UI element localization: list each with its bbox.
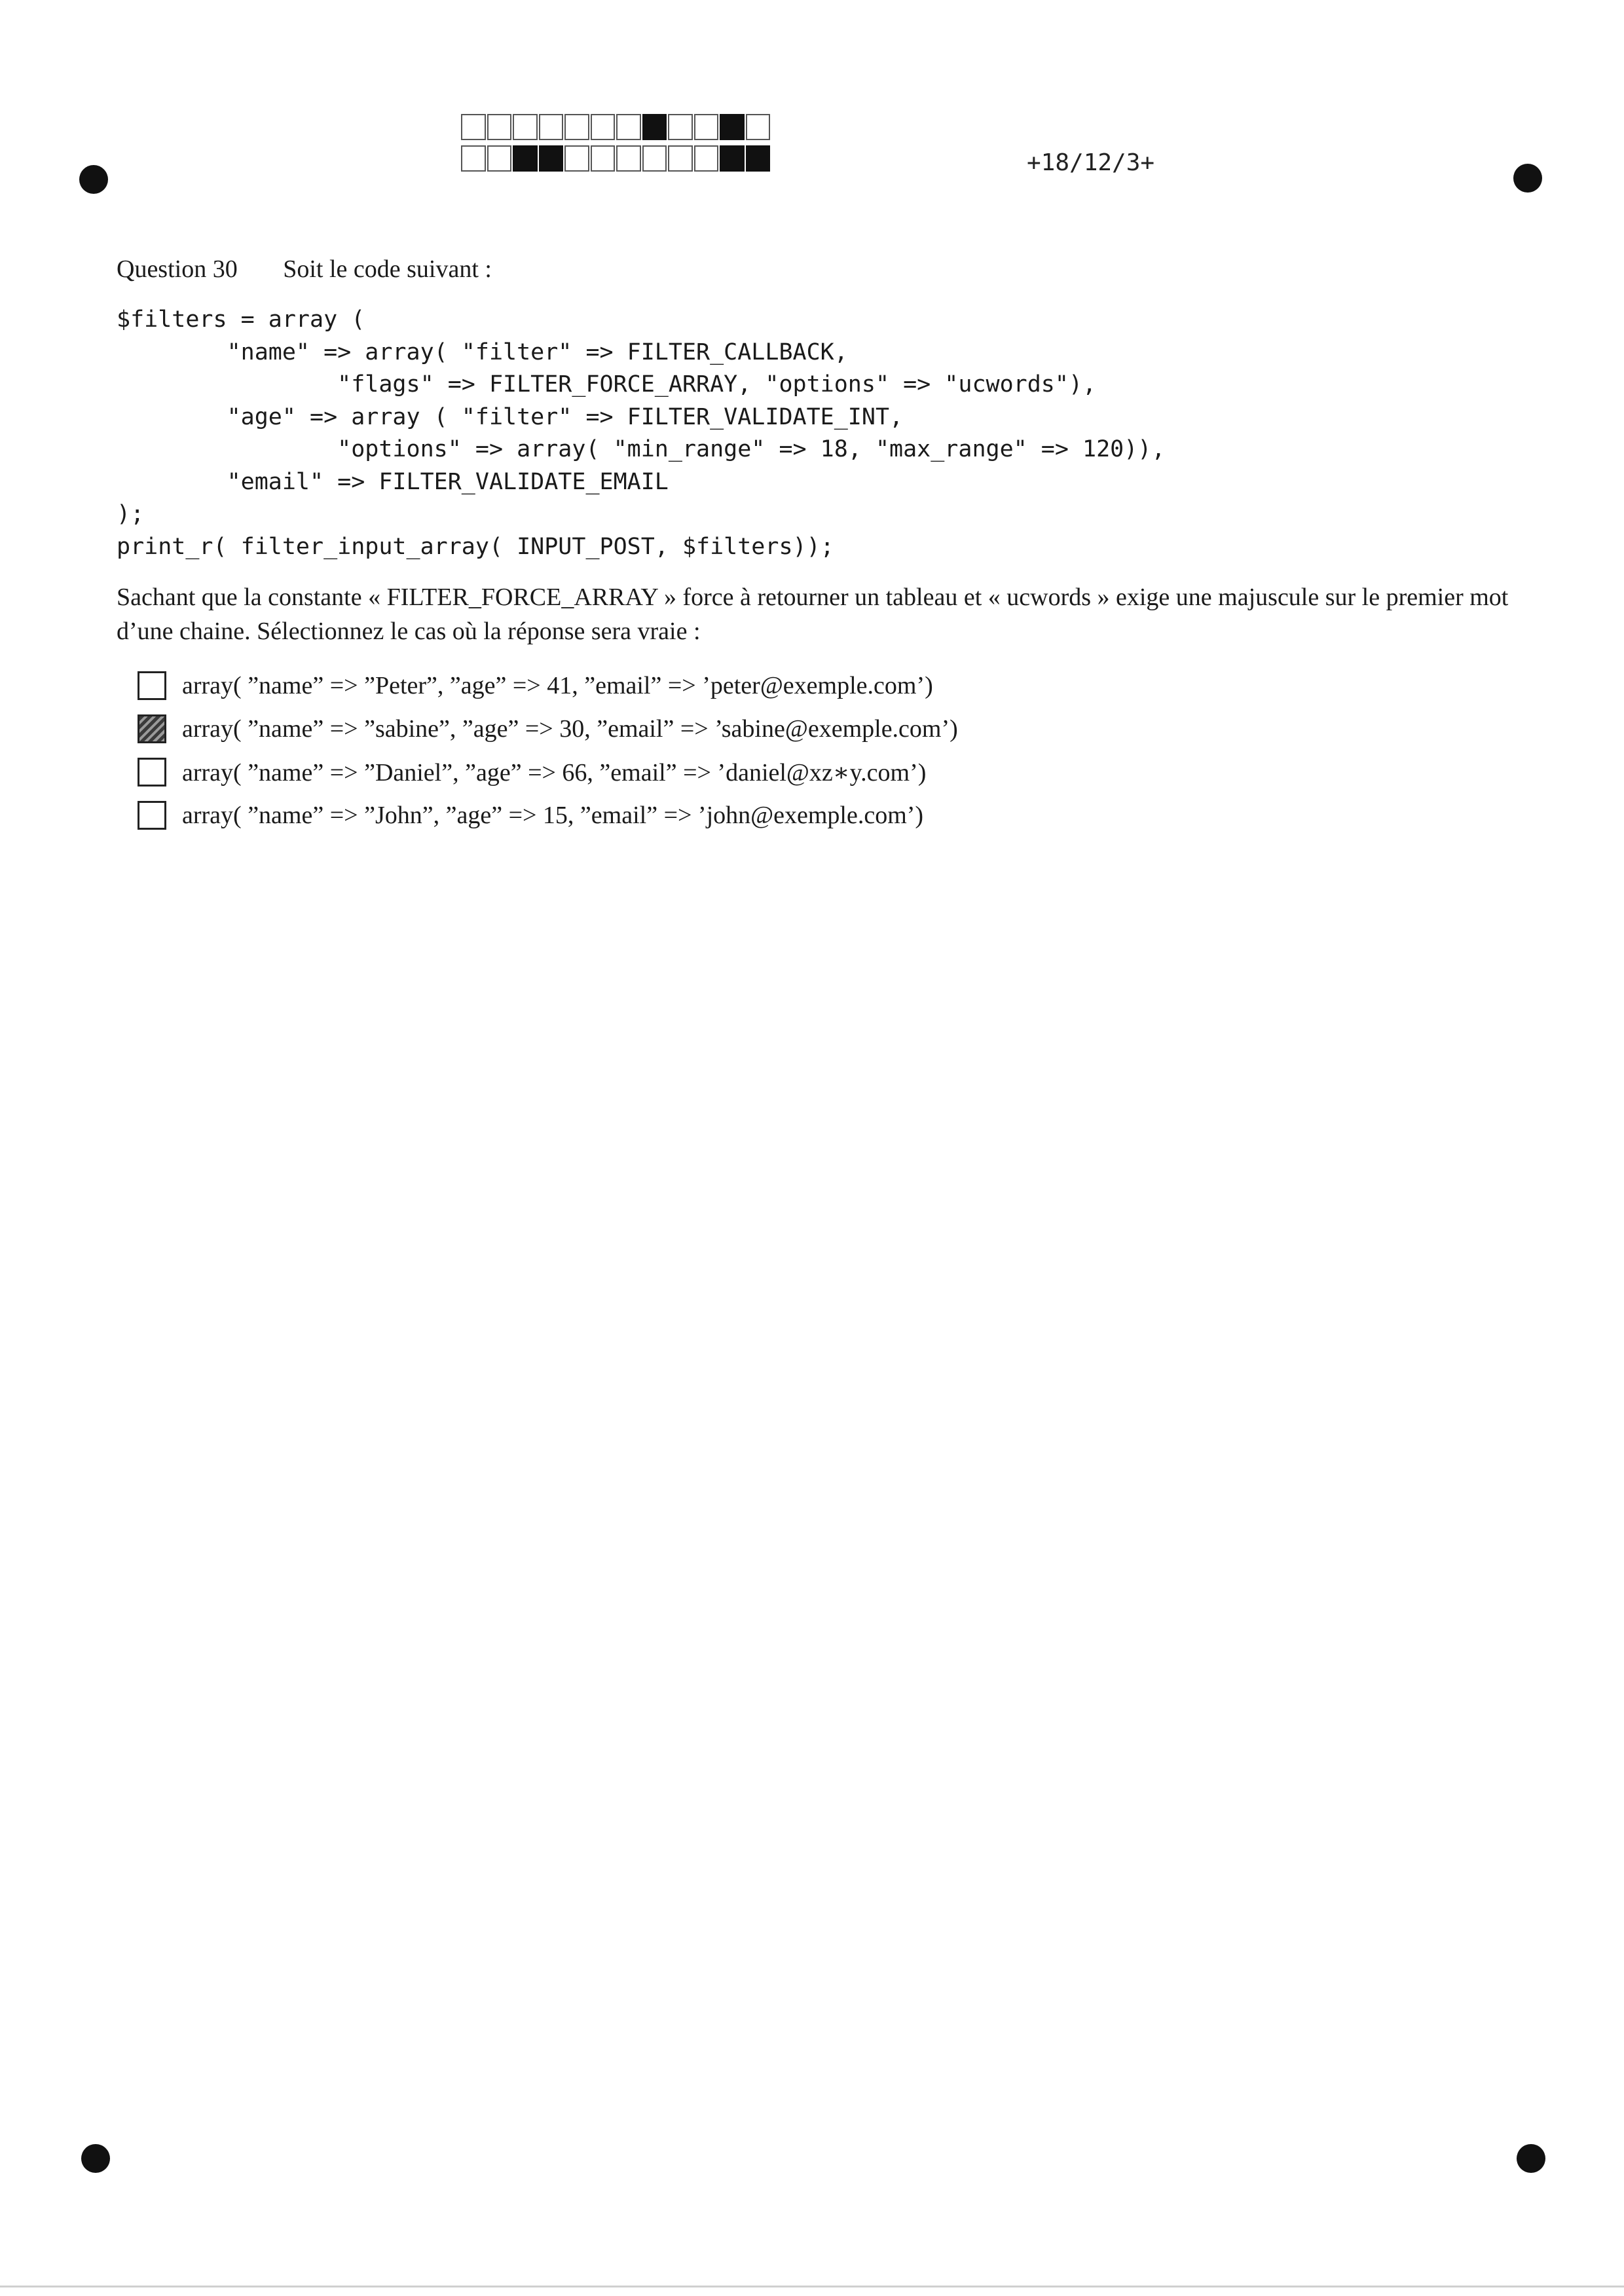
answer-option bbox=[138, 664, 1518, 707]
barcode-cell-empty bbox=[564, 145, 589, 172]
answer-text: array( ”name” => ”Peter”, ”age” => 41, ”email” => ’peter@exemple.com’) bbox=[182, 672, 933, 699]
barcode-cell-empty bbox=[461, 145, 486, 172]
code-snippet: $filters = array ( "name" => array( "filter" => FILTER_CALLBACK, "flags" => FILTER_FORCE_ARRAY, "options" => "ucwords"), "age" => array ( "filter" => FILTER_VALIDATE_INT, "options" => array( "min_range" => 18, "max_range" => 120)), "email" => FILTER_VALIDATE_EMAIL ); print_r( filter_input_array( INPUT_POST, $filters)); bbox=[117, 306, 1166, 560]
barcode-cell-empty bbox=[668, 145, 693, 172]
question-header bbox=[117, 254, 1518, 284]
answer-option bbox=[138, 750, 1518, 794]
registration-mark-bottom-right bbox=[1517, 2144, 1545, 2173]
barcode-cell-filled bbox=[513, 145, 538, 172]
barcode-cell-empty bbox=[694, 114, 719, 140]
answer-option bbox=[138, 794, 1518, 837]
barcode-cell-empty bbox=[616, 114, 641, 140]
question-block bbox=[117, 254, 1518, 837]
page-bottom-edge bbox=[0, 2286, 1624, 2287]
answer-text: array( ”name” => ”John”, ”age” => 15, ”email” => ’john@exemple.com’) bbox=[182, 802, 924, 829]
question-statement: Sachant que la constante « FILTER_FORCE_ARRAY » force à retourner un tableau et « ucwords » exige une majuscule sur le premier mot d’une chaine. Sélectionnez le cas où la réponse sera vraie : bbox=[117, 583, 1509, 645]
registration-mark-top-right bbox=[1513, 164, 1542, 193]
barcode-cell-empty bbox=[564, 114, 589, 140]
barcode-cell-empty bbox=[694, 145, 719, 172]
answer-checkbox[interactable] bbox=[138, 671, 166, 700]
answer-checkbox[interactable] bbox=[138, 801, 166, 830]
barcode-cell-filled bbox=[539, 145, 564, 172]
answer-option bbox=[138, 707, 1518, 750]
barcode-cell-empty bbox=[591, 145, 616, 172]
answer-text: array( ”name” => ”sabine”, ”age” => 30, ”email” => ’sabine@exemple.com’) bbox=[182, 715, 958, 743]
question-number: Question 30 bbox=[117, 255, 238, 283]
barcode-cell-empty bbox=[591, 114, 616, 140]
barcode-cell-empty bbox=[746, 114, 771, 140]
barcode-cell-empty bbox=[461, 114, 486, 140]
barcode-cell-empty bbox=[487, 114, 512, 140]
barcode-cell-filled bbox=[720, 114, 745, 140]
barcode-cell-empty bbox=[487, 145, 512, 172]
registration-mark-top-left bbox=[79, 165, 108, 194]
answer-checkbox[interactable] bbox=[138, 758, 166, 787]
barcode-cell-empty bbox=[668, 114, 693, 140]
barcode-cell-empty bbox=[616, 145, 641, 172]
barcode-row-2 bbox=[461, 145, 771, 172]
page-code: +18/12/3+ bbox=[1027, 149, 1155, 176]
answer-text: array( ”name” => ”Daniel”, ”age” => 66, ”email” => ’daniel@xz∗y.com’) bbox=[182, 758, 927, 787]
answer-list bbox=[138, 664, 1518, 837]
barcode-cell-filled bbox=[642, 114, 667, 140]
barcode-cell-empty bbox=[513, 114, 538, 140]
barcode-cell-empty bbox=[642, 145, 667, 172]
question-intro: Soit le code suivant : bbox=[283, 255, 492, 283]
barcode-row-1 bbox=[461, 114, 771, 140]
barcode-cell-filled bbox=[720, 145, 745, 172]
page-id-barcode bbox=[461, 114, 771, 177]
registration-mark-bottom-left bbox=[81, 2144, 110, 2173]
barcode-cell-empty bbox=[539, 114, 564, 140]
answer-checkbox[interactable] bbox=[138, 714, 166, 743]
barcode-cell-filled bbox=[746, 145, 771, 172]
